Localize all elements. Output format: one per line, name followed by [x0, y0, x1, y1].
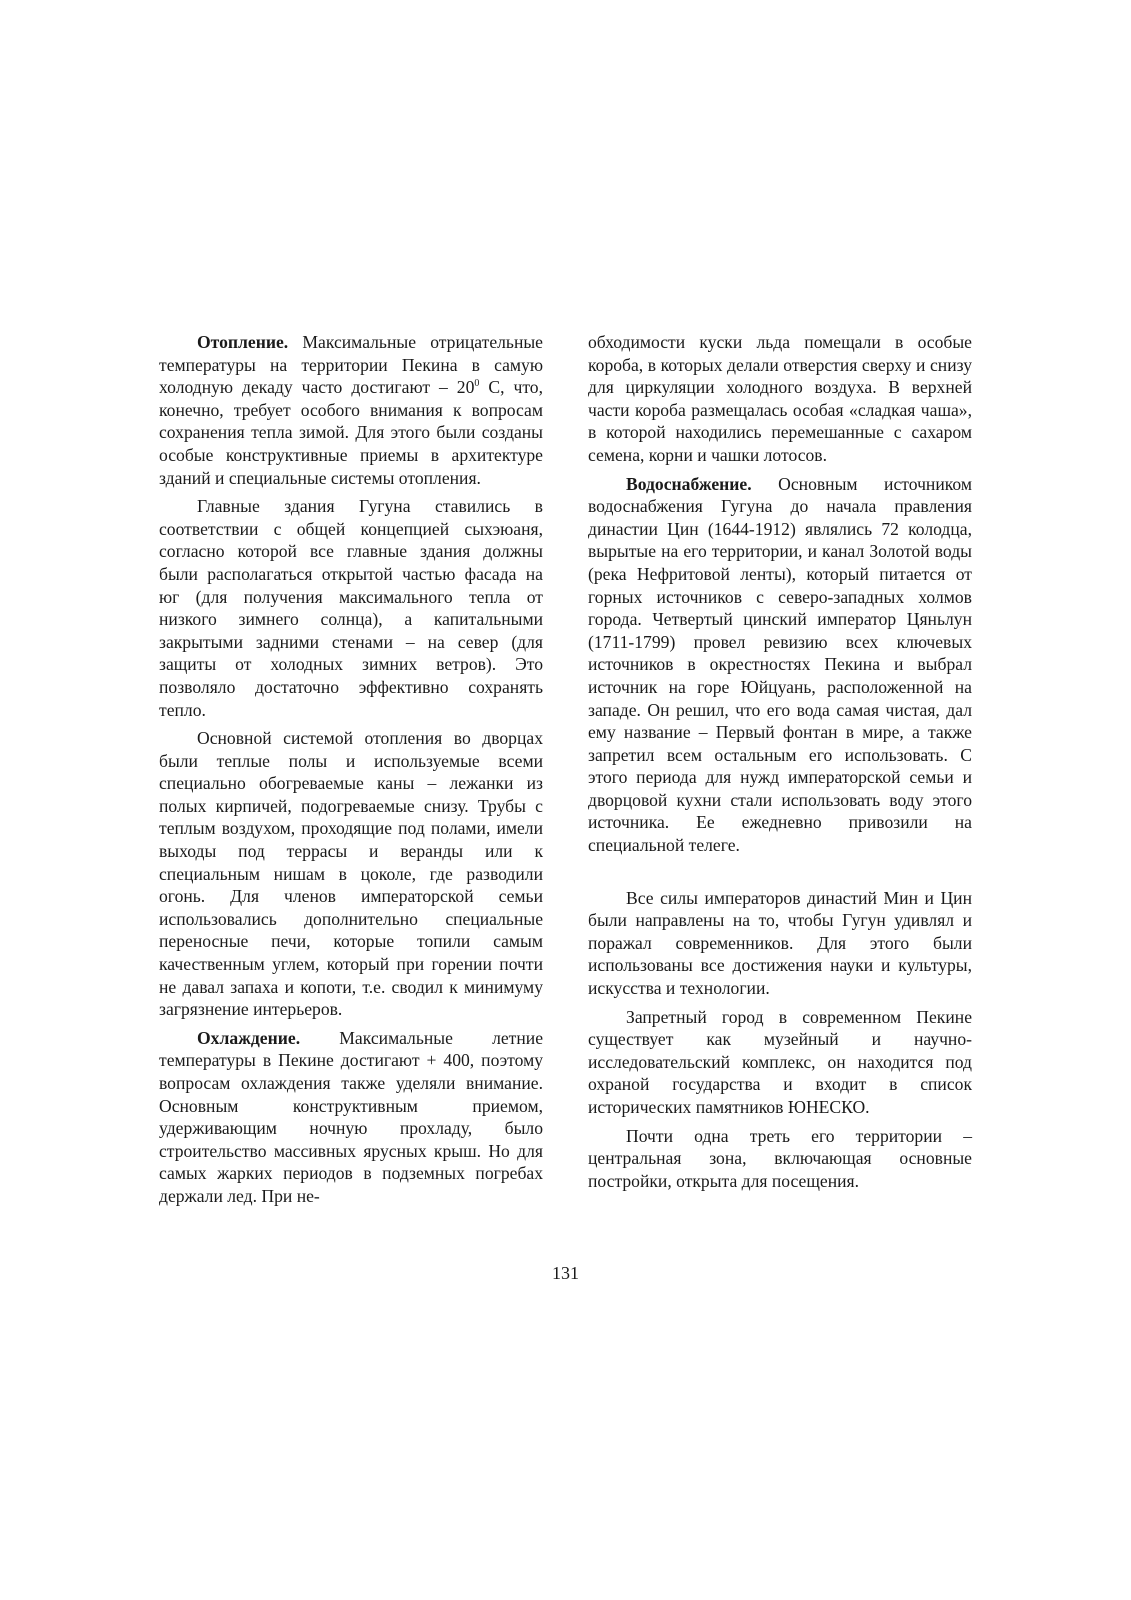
heading-cooling: Охлаждение. [197, 1027, 301, 1048]
left-column [159, 331, 543, 1214]
paragraph-cooling [159, 1027, 543, 1208]
heading-water-supply: Водоснабжение. [626, 473, 752, 494]
heading-heating: Отопление. [197, 332, 289, 352]
paragraph-heating-system: Основной системой отопления во дворцах были теплые полы и используемые всеми специально обогреваемые каны – лежанки из полых кирпичей, подогреваемые снизу. Трубы с теплым воздухом, проходящие под полами, имели выходы под террасы и веранды или к специальным нишам в цоколе, где разводили огонь. Для членов императорской семьи использовались дополнительно специальные переносные печи, которые топили самым качественным углем, который при горении почти не давал запаха и копоти, т.е. сводил к минимуму загрязнение интерьеров. [159, 728, 543, 1020]
paragraph-heating [159, 331, 543, 489]
heating-text-b: С, что, конечно, требует особого внимания к вопросам сохранения тепла зимой. Для этого были созданы особые конструктивные приемы в архитектуре зданий и специальные системы отопления. [159, 377, 543, 488]
degree-superscript: 0 [474, 378, 480, 390]
paragraph-ice-boxes: обходимости куски льда помещали в особые короба, в которых делали отверстия сверху и снизу для циркуляции холодного воздуха. В верхней части короба размещалась особая «сладкая чаша», в которой находились перемешанные с сахаром семена, корни и чашки лотосов. [588, 332, 972, 465]
water-supply-text: Основным источником водоснабжения Гугуна до начала правления династии Цин (1644-1912) являлись 72 колодца, вырытые на его территории, и канал Золотой воды (река Нефритовой ленты), который питается от горных источников с северо-западных холмов города. Четвертый цинский император Цяньлун (1711-1799) провел ревизию всех ключевых источников в окрестностях Пекина и выбрал источник на горе Юйцуань, расположенной на западе. Он решил, что его вода самая чистая, дал ему название – Первый фонтан в мире, а также запретил всем остальным его использовать. С этого периода для нужд императорской семьи и дворцовой кухни стали использовать воду этого источника. Ее ежедневно привозили на специальной телеге. [588, 473, 972, 856]
heating-text-a: Максимальные отрицательные температуры на территории Пекина в самую холодную декаду часто достигают – 20 [159, 332, 543, 398]
paragraph-forbidden-city: Запретный город в современном Пекине существует как музейный и научно-исследовательский комплекс, он находится под охраной государства и входит в список исторических памятников ЮНЕСКО. [588, 1006, 972, 1117]
right-column [588, 331, 972, 1198]
cooling-text: Максимальные летние температуры в Пекине достигают + 400, поэтому вопросам охлаждения также уделяли внимание. Основным конструктивным приемом, удерживающим ночную прохладу, было строительство массивных ярусных крыш. Но для самых жарких периодов в подземных погребах держали лед. При не- [159, 1027, 543, 1206]
page-number: 131 [552, 1263, 579, 1283]
paragraph-territory: Почти одна треть его территории – центральная зона, включающая основные постройки, открыта для посещения. [588, 1125, 972, 1191]
paragraph-emperors: Все силы императоров династий Мин и Цин были направлены на то, чтобы Гугун удивлял и поражал современников. Для этого были использованы все достижения науки и культуры, искусства и технологии. [588, 887, 972, 999]
paragraph-main-buildings: Главные здания Гугуна ставились в соответствии с общей концепцией сыхэюаня, согласно которой все главные здания должны были располагаться открытой частью фасада на юг (для получения максимального тепла от низкого зимнего солнца), а капитальными закрытыми задними стенами – на север (для защиты от холодных зимних ветров). Это позволяло достаточно эффективно сохранять тепло. [159, 496, 543, 720]
paragraph-water-supply [588, 473, 972, 857]
